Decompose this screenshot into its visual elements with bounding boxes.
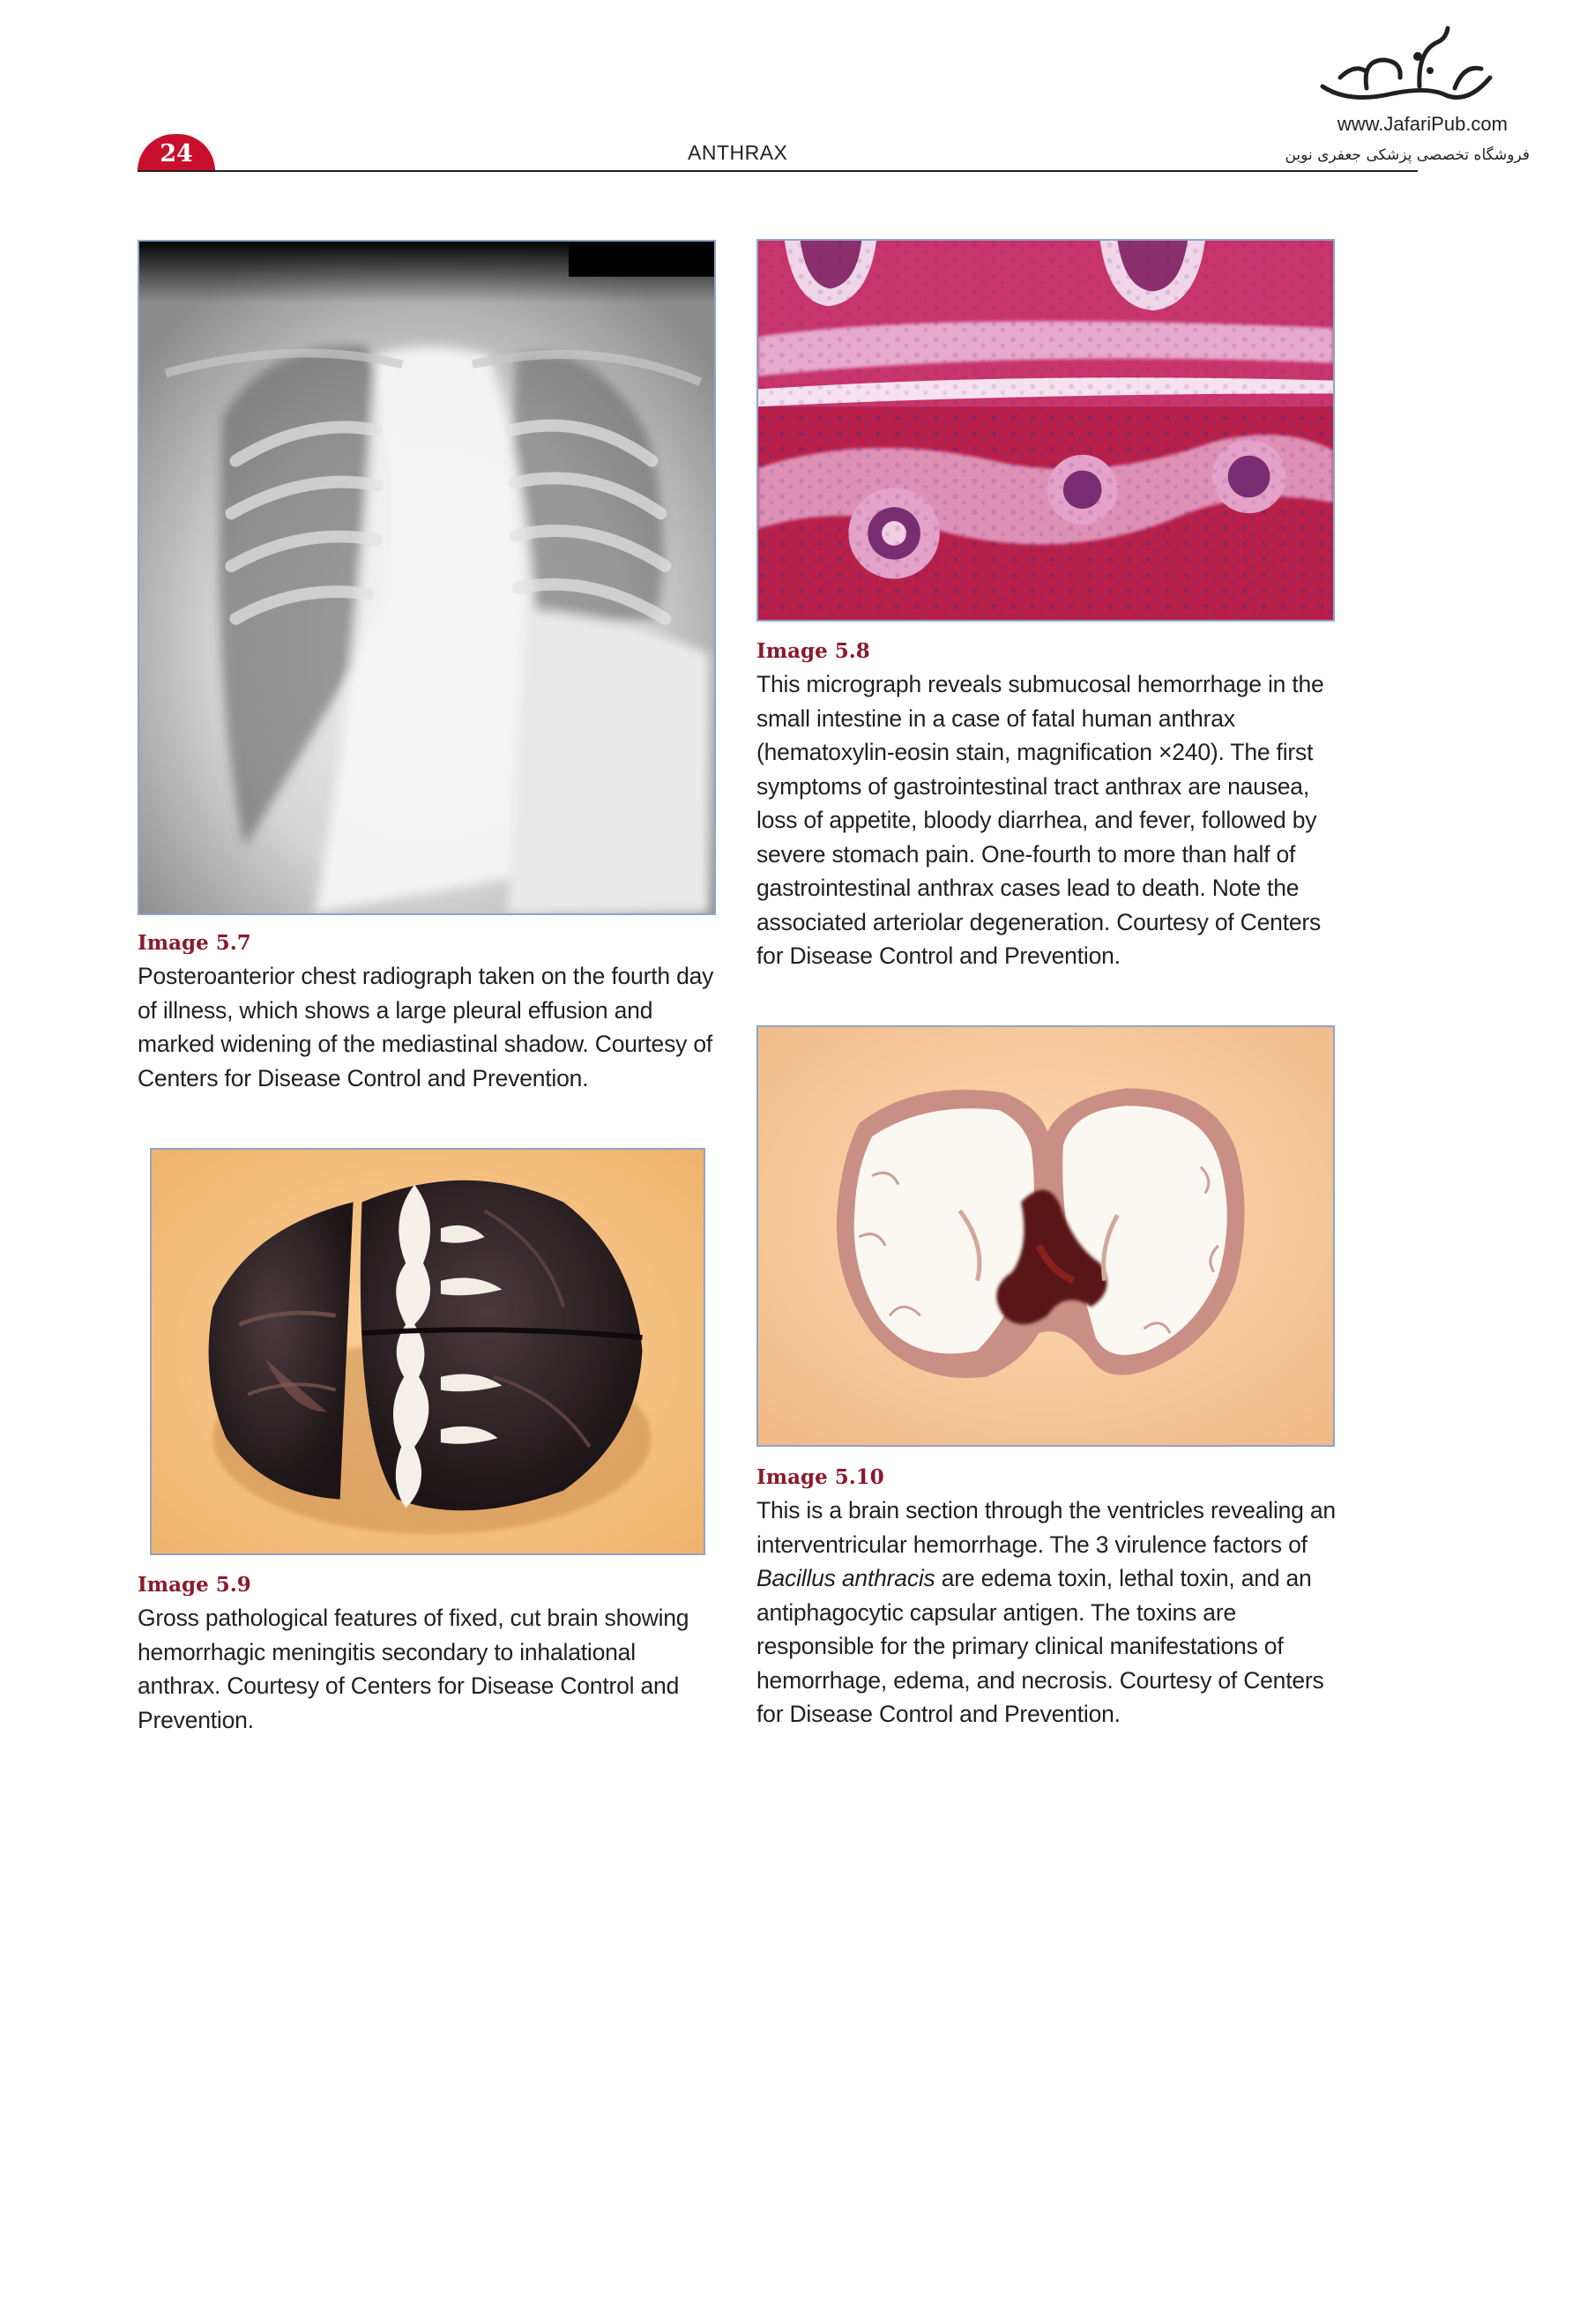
site-url[interactable]: www.JafariPub.com	[1337, 113, 1508, 135]
caption-part: Gross pathological features of fixed, cut brain showing hemorrhagic meningitis secondary to inhalational anthrax. Courtesy of Centers for Disease Control and Prevention.	[138, 1605, 689, 1733]
figure-caption-5-10	[756, 1464, 1338, 1732]
store-name: فروشگاه تخصصی پزشکی جعفری نوین	[1285, 146, 1530, 164]
chest-radiograph-image	[138, 240, 716, 915]
header-rule	[138, 170, 1418, 172]
page-number: 24	[138, 134, 215, 171]
publisher-logo-icon	[1314, 25, 1499, 113]
caption-part: This is a brain section through the ventricles revealing an interventricular hemorrhage. The 3 virulence factors of	[756, 1497, 1336, 1558]
caption-part: This micrograph reveals submucosal hemorrhage in the small intestine in a case of fatal human anthrax (hematoxylin-eosin stain, magnification ×240). The first symptoms of gastrointestinal tract anthrax are nausea, loss of appetite, bloody diarrhea, and fever, followed by severe stomach pain. One-fourth to more than half of gastrointestinal anthrax cases lead to death. Note the associated arteriolar degeneration. Courtesy of Centers for Disease Control and Prevention.	[756, 671, 1324, 969]
caption-text	[756, 667, 1338, 973]
caption-text	[138, 959, 719, 1095]
figure-label: Image 5.8	[756, 639, 870, 663]
gross-brain-image	[150, 1148, 705, 1555]
running-head: ANTHRAX	[688, 141, 788, 164]
figure-label: Image 5.7	[138, 931, 251, 955]
figure-label: Image 5.9	[138, 1573, 251, 1597]
figure-caption-5-9	[138, 1571, 719, 1737]
caption-part: are edema toxin, lethal toxin, and an antiphagocytic capsular antigen. The toxins are responsible for the primary clinical manifestations of hemorrhage, edema, and necrosis. Courtesy of Centers for Disease Control and Prevention.	[756, 1565, 1324, 1727]
brain-section-image	[756, 1025, 1335, 1447]
organism-name: Bacillus anthracis	[756, 1565, 935, 1591]
micrograph-image	[756, 239, 1335, 622]
caption-text	[756, 1493, 1338, 1732]
figure-caption-5-7	[138, 929, 719, 1095]
figure-caption-5-8	[756, 637, 1338, 973]
caption-text	[138, 1601, 719, 1737]
figure-label: Image 5.10	[756, 1465, 884, 1489]
caption-part: Posteroanterior chest radiograph taken on the fourth day of illness, which shows a large pleural effusion and marked widening of the mediastinal shadow. Courtesy of Centers for Disease Control and Prevention.	[138, 963, 714, 1091]
